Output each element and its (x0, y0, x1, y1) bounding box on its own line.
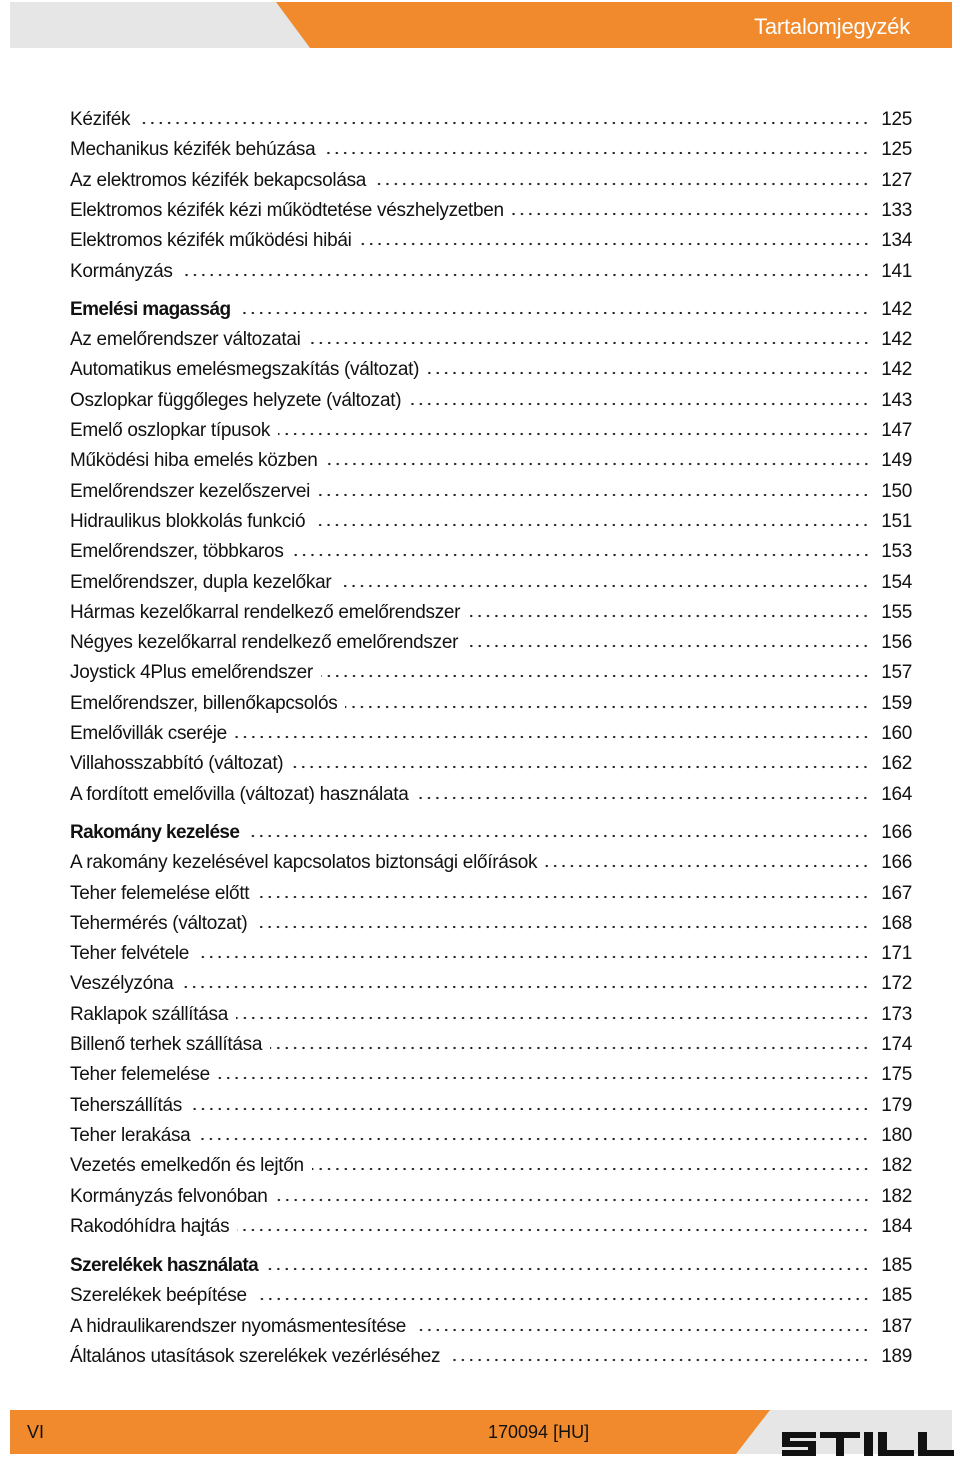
toc-dot-leader (238, 310, 870, 316)
toc-entry-label: Billenő terhek szállítása (70, 1034, 263, 1055)
toc-page-number: 189 (881, 1346, 912, 1367)
toc-entry[interactable] (70, 1092, 912, 1118)
toc-dot-leader (326, 461, 871, 467)
toc-page-number: 175 (881, 1064, 912, 1086)
toc-entry[interactable] (70, 538, 912, 564)
toc-dot-leader (468, 613, 870, 619)
toc-page-number: 155 (881, 601, 912, 623)
toc-page-number: 179 (881, 1094, 912, 1116)
toc-entry[interactable] (70, 326, 912, 352)
toc-entry[interactable] (70, 1001, 912, 1027)
toc-dot-leader (292, 552, 870, 558)
header-gray-band (10, 2, 310, 48)
toc-page-number: 182 (881, 1185, 912, 1207)
toc-page-number: 164 (881, 783, 912, 805)
toc-dot-leader (427, 370, 870, 376)
toc-entry[interactable] (70, 1213, 912, 1239)
toc-entry[interactable] (70, 417, 912, 443)
toc-dot-leader (276, 1197, 870, 1203)
toc-entry-label: Az elektromos kézifék bekapcsolása (70, 169, 367, 191)
toc-entry[interactable] (70, 387, 912, 413)
toc-entry[interactable] (70, 970, 912, 996)
toc-entry[interactable] (70, 690, 912, 716)
toc-section-title: Rakomány kezelése (70, 821, 240, 843)
toc-entry[interactable] (70, 1031, 912, 1057)
toc-entry[interactable] (70, 1313, 912, 1339)
toc-dot-leader (255, 1296, 870, 1302)
toc-entry-label: Vezetés emelkedőn és lejtőn (70, 1155, 304, 1177)
toc-entry[interactable] (70, 659, 912, 685)
toc-entry[interactable] (70, 1183, 912, 1209)
toc-entry-label: Oszlopkar függőleges helyzete (változat) (70, 389, 402, 411)
toc-page-number: 167 (881, 882, 912, 904)
toc-entry[interactable] (70, 750, 912, 776)
toc-dot-leader (321, 673, 870, 679)
toc-section-title: Szerelékek használata (70, 1255, 259, 1277)
toc-entry-label: A hidraulikarendszer nyomásmentesítése (70, 1315, 407, 1337)
toc-entry[interactable] (70, 227, 912, 253)
toc-dot-leader (218, 1075, 870, 1081)
toc-page-number: 147 (881, 420, 912, 441)
toc-entry[interactable] (70, 599, 912, 625)
toc-entry-label: Emelőrendszer, billenőkapcsolós (70, 692, 338, 714)
toc-entry[interactable] (70, 1282, 912, 1308)
toc-page-number: 171 (881, 943, 912, 965)
toc-page-number: 143 (881, 389, 912, 411)
toc-page-number: 162 (881, 753, 912, 775)
toc-entry-label: Teher felemelése (70, 1064, 210, 1086)
toc-entry[interactable] (70, 1152, 912, 1178)
toc-entry[interactable] (70, 296, 912, 322)
footer-page-number: VI (27, 1422, 45, 1442)
toc-dot-leader (257, 894, 870, 900)
toc-page-number: 156 (881, 632, 912, 654)
toc-entry[interactable] (70, 781, 912, 807)
toc-dot-leader (255, 924, 870, 930)
toc-entry[interactable] (70, 106, 912, 132)
toc-page-number: 150 (881, 480, 912, 502)
toc-entry[interactable] (70, 197, 912, 223)
toc-entry[interactable] (70, 910, 912, 936)
toc-dot-leader (318, 492, 870, 498)
toc-dot-leader (545, 863, 870, 869)
toc-dot-leader (345, 704, 870, 710)
toc-page-number: 151 (881, 510, 912, 532)
toc-entry[interactable] (70, 136, 912, 162)
toc-entry[interactable] (70, 167, 912, 193)
toc-dot-leader (181, 984, 870, 990)
toc-entry[interactable] (70, 356, 912, 382)
toc-page-number: 174 (881, 1034, 912, 1055)
toc-entry[interactable] (70, 720, 912, 746)
toc-entry-label: Emelőrendszer, dupla kezelőkar (70, 571, 332, 593)
toc-entry[interactable] (70, 940, 912, 966)
toc-entry-label: Joystick 4Plus emelőrendszer (70, 662, 313, 684)
toc-page-number: 134 (881, 230, 912, 252)
toc-entry-label: Működési hiba emelés közben (70, 450, 318, 472)
toc-entry-label: Hidraulikus blokkolás funkció (70, 510, 306, 532)
toc-dot-leader (291, 764, 870, 770)
toc-entry[interactable] (70, 1252, 912, 1278)
toc-entry[interactable] (70, 258, 912, 284)
toc-entry[interactable] (70, 478, 912, 504)
toc-page-number: 159 (881, 692, 912, 714)
toc-entry[interactable] (70, 849, 912, 875)
toc-page-number: 172 (881, 973, 912, 995)
footer-doc-code: 170094 [HU] (488, 1422, 590, 1442)
toc-entry-label: Villahosszabbító (változat) (70, 753, 284, 775)
toc-entry-label: Teher felemelése előtt (70, 882, 250, 904)
page-title: Tartalomjegyzék (754, 14, 910, 39)
toc-entry[interactable] (70, 508, 912, 534)
toc-page-number: 154 (881, 571, 912, 593)
toc-entry[interactable] (70, 1061, 912, 1087)
toc-page-number: 125 (881, 139, 912, 161)
toc-entry[interactable] (70, 569, 912, 595)
toc-dot-leader (409, 401, 870, 407)
toc-page-number: 166 (881, 821, 912, 843)
toc-dot-leader (190, 1106, 870, 1112)
toc-entry-label: Emelőrendszer kezelőszervei (70, 480, 311, 502)
toc-dot-leader (360, 241, 870, 247)
toc-entry-label: Raklapok szállítása (70, 1003, 228, 1025)
toc-entry-label: Veszélyzóna (70, 973, 174, 995)
toc-entry-label: Általános utasítások szerelékek vezérléséhez (70, 1346, 441, 1367)
toc-dot-leader (237, 1227, 870, 1233)
toc-dot-leader (374, 181, 870, 187)
toc-entry[interactable] (70, 1122, 912, 1148)
toc-dot-leader (236, 1015, 870, 1021)
toc-dot-leader (416, 795, 870, 801)
toc-dot-leader (466, 643, 870, 649)
toc-page-number: 142 (881, 329, 912, 351)
toc-dot-leader (235, 734, 870, 740)
toc-entry-label: Emelőrendszer, többkaros (70, 541, 284, 563)
toc-entry-label: Tehermérés (változat) (70, 912, 248, 934)
toc-entry[interactable] (70, 629, 912, 655)
toc-dot-leader (198, 1136, 870, 1142)
toc-entry[interactable] (70, 1343, 912, 1369)
toc-entry-label: Automatikus emelésmegszakítás (változat) (70, 359, 420, 381)
toc-page-number: 166 (881, 852, 912, 874)
toc-entry-label: Mechanikus kézifék behúzása (70, 139, 316, 161)
toc-entry-label: A rakomány kezelésével kapcsolatos biztonsági előírások (70, 852, 538, 874)
toc-page-number: 184 (881, 1215, 912, 1237)
toc-entry-label: Kormányzás (70, 260, 173, 282)
toc-page-number: 125 (881, 109, 912, 130)
toc-page-number: 153 (881, 541, 912, 563)
toc-entry-label: Teher felvétele (70, 943, 190, 965)
toc-page-number: 133 (881, 199, 912, 221)
toc-page-number: 160 (881, 723, 912, 744)
toc-page-number: 182 (881, 1155, 912, 1177)
toc-dot-leader (512, 211, 870, 217)
toc-page-number: 142 (881, 298, 912, 320)
toc-entry-label: A fordított emelővilla (változat) használata (70, 783, 409, 805)
toc-entry[interactable] (70, 819, 912, 845)
toc-dot-leader (323, 150, 870, 156)
toc-entry-label: Rakodóhídra hajtás (70, 1215, 230, 1237)
toc-entry-label: Emelő oszlopkar típusok (70, 420, 271, 441)
toc-entry-label: Az emelőrendszer változatai (70, 329, 301, 351)
toc-dot-leader (266, 1266, 870, 1272)
toc-entry-label: Teherszállítás (70, 1094, 182, 1116)
toc-entry[interactable] (70, 880, 912, 906)
toc-dot-leader (278, 431, 870, 437)
toc-entry[interactable] (70, 447, 912, 473)
toc-entry-label: Teher lerakása (70, 1124, 191, 1146)
toc-entry-label: Kormányzás felvonóban (70, 1185, 268, 1207)
toc-dot-leader (138, 120, 870, 126)
toc-page-number: 185 (881, 1255, 912, 1277)
toc-entry-label: Négyes kezelőkarral rendelkező emelőrendszer (70, 632, 459, 654)
footer-orange-band (10, 1410, 770, 1454)
toc-page-number: 187 (881, 1315, 912, 1337)
toc-dot-leader (181, 272, 870, 278)
toc-dot-leader (270, 1045, 870, 1051)
toc-section-title: Emelési magasság (70, 298, 231, 320)
toc-page-number: 173 (881, 1003, 912, 1025)
toc-page-number: 168 (881, 912, 912, 934)
still-logo (780, 1426, 956, 1460)
toc-entry-label: Hármas kezelőkarral rendelkező emelőrendszer (70, 601, 461, 623)
toc-dot-leader (448, 1357, 870, 1363)
toc-entry-label: Elektromos kézifék működési hibái (70, 230, 352, 252)
toc-dot-leader (247, 833, 870, 839)
toc-dot-leader (312, 1166, 870, 1172)
toc-page-number: 185 (881, 1285, 912, 1307)
toc-page-number: 180 (881, 1124, 912, 1146)
toc-entry-label: Elektromos kézifék kézi működtetése vészhelyzetben (70, 199, 504, 221)
toc-entry-label: Kézifék (70, 109, 131, 130)
toc-dot-leader (339, 583, 870, 589)
toc-dot-leader (197, 954, 870, 960)
toc-dot-leader (313, 522, 870, 528)
toc-page-number: 127 (881, 169, 912, 191)
toc-entry-label: Szerelékek beépítése (70, 1285, 247, 1307)
toc-page-number: 149 (881, 450, 912, 472)
toc-page-number: 141 (881, 260, 912, 282)
toc-entry-label: Emelővillák cseréje (70, 723, 227, 744)
toc-page-number: 157 (881, 662, 912, 684)
toc-page-number: 142 (881, 359, 912, 381)
toc-dot-leader (309, 340, 870, 346)
toc-dot-leader (414, 1327, 870, 1333)
